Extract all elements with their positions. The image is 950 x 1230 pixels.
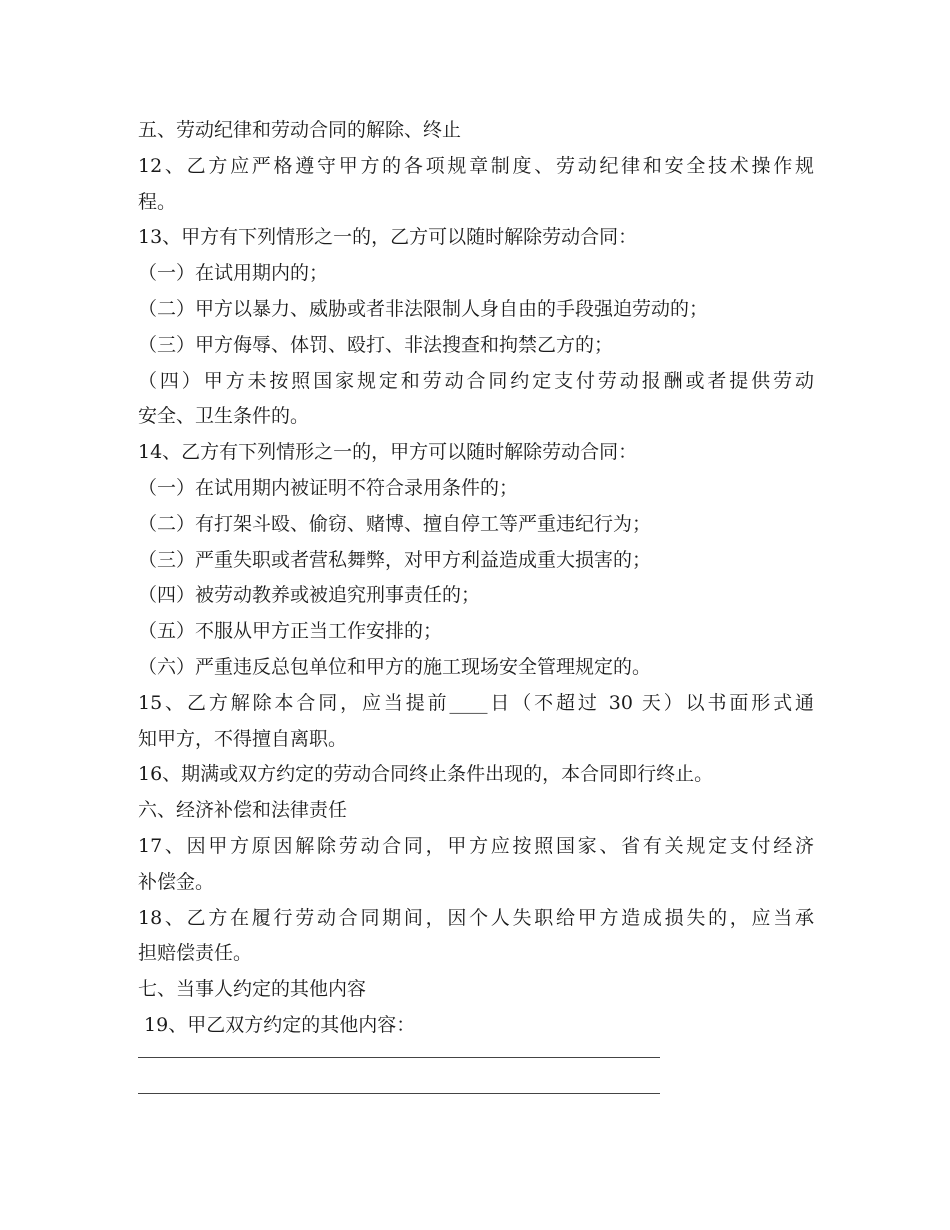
clause-14-item-4: （四）被劳动教养或被追究刑事责任的； [138,584,481,607]
clause-14-item-3: （三）严重失职或者营私舞弊，对甲方利益造成重大损害的； [138,548,652,571]
clause-15: 15、乙方解除本合同，应当提前____日（不超过 30 天）以书面形式通 [138,691,814,714]
blank-line-2 [138,1092,660,1094]
section-heading-5: 五、劳动纪律和劳动合同的解除、终止 [138,119,462,141]
clause-14: 14、乙方有下列情形之一的，甲方可以随时解除劳动合同： [138,441,638,464]
clause-14-item-5: （五）不服从甲方正当工作安排的； [138,620,443,643]
clause-17: 17、因甲方原因解除劳动合同，甲方应按照国家、省有关规定支付经济 [138,834,814,857]
clause-13-item-4: （四）甲方未按照国家规定和劳动合同约定支付劳动报酬或者提供劳动 [138,369,814,392]
clause-13: 13、甲方有下列情形之一的，乙方可以随时解除劳动合同： [138,226,638,249]
clause-14-item-2: （二）有打架斗殴、偷窃、赌博、擅自停工等严重违纪行为； [138,512,652,535]
clause-12-cont: 程。 [138,190,177,213]
contract-text [138,113,818,1044]
clause-17-cont: 补偿金。 [138,870,215,893]
clause-18-cont: 担赔偿责任。 [138,942,253,965]
clause-13-item-4-cont: 安全、卫生条件的。 [138,405,310,428]
clause-13-item-1: （一）在试用期内的； [138,262,329,285]
clause-12: 12、乙方应严格遵守甲方的各项规章制度、劳动纪律和安全技术操作规 [138,154,814,177]
clause-15-cont: 知甲方，不得擅自离职。 [138,727,348,750]
fill-in-underline-2 [138,1092,660,1094]
clause-13-item-3: （三）甲方侮辱、体罚、殴打、非法搜查和拘禁乙方的； [138,333,614,356]
clause-16: 16、期满或双方约定的劳动合同终止条件出现的，本合同即行终止。 [138,763,714,786]
clause-18: 18、乙方在履行劳动合同期间，因个人失职给甲方造成损失的，应当承 [138,906,814,929]
clause-14-item-6: （六）严重违反总包单位和甲方的施工现场安全管理规定的。 [138,655,652,678]
blank-line-1 [138,1056,660,1058]
clause-14-item-1: （一）在试用期内被证明不符合录用条件的； [138,476,519,499]
fill-in-underline-1 [138,1056,660,1058]
section-heading-7: 七、当事人约定的其他内容 [138,978,367,1001]
clause-13-item-2: （二）甲方以暴力、威胁或者非法限制人身自由的手段强迫劳动的； [138,297,709,320]
section-heading-6: 六、经济补偿和法律责任 [138,799,348,822]
clause-19: 19、甲乙双方约定的其他内容： [138,1013,416,1036]
